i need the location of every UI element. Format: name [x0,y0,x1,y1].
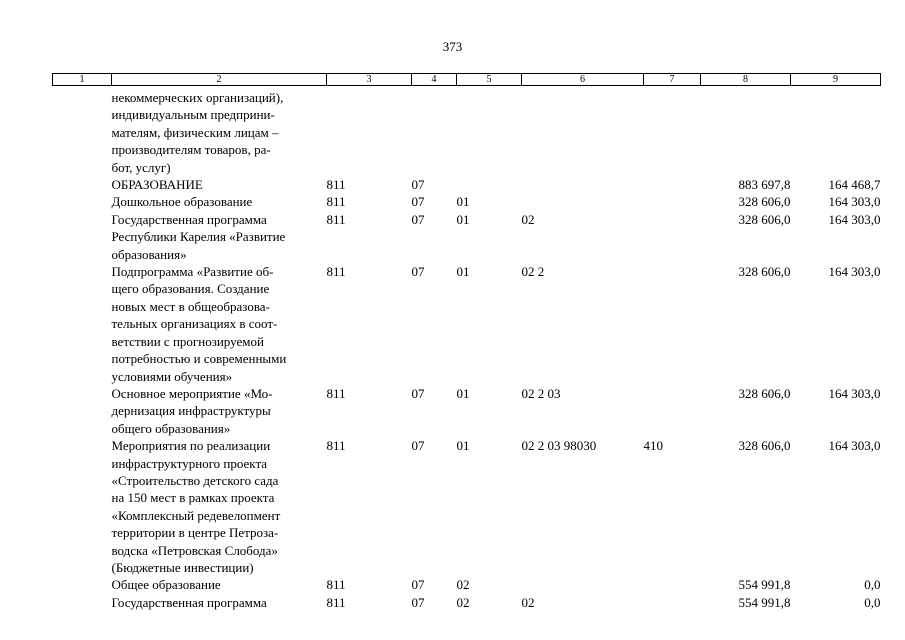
item-name-line: дернизация инфраструктуры [111,403,271,419]
item-name-line: бот, услуг) [111,159,171,175]
item-name-line: Основное мероприятие «Мо- [111,385,273,401]
target-article-cell [522,86,644,177]
section-code-cell: 07 [411,438,425,454]
column-header: 7 [644,74,701,86]
item-name-cell [112,211,327,263]
section-code-cell: 07 [411,194,425,210]
amount-cell: 164 303,0 [828,438,881,454]
item-name-line: Государственная программа [111,594,267,610]
amount-cell: 328 606,0 [738,438,791,454]
table-row [53,86,881,177]
row-number-cell [53,86,112,177]
expense-type-cell: 410 [643,438,663,454]
item-name-line: территории в центре Петроза- [111,525,279,541]
target-article-cell: 02 2 03 98030 [521,438,597,454]
item-name-line: общего образования» [111,420,231,436]
expense-type-cell [644,263,701,385]
row-number-cell [53,385,112,437]
target-article-cell: 02 [521,594,535,610]
target-article-cell [522,576,644,593]
item-name-cell [112,576,327,593]
table-row [53,176,881,193]
item-name-line: производителям товаров, ра- [111,142,271,158]
amount-cell: 328 606,0 [738,211,791,227]
item-name-line: Общее образование [111,577,221,593]
agency-code-cell: 811 [326,438,346,454]
subsection-code-cell: 01 [456,385,470,401]
item-name-line: тельных организациях в соот- [111,316,278,332]
item-name-cell [112,263,327,385]
row-number-cell [53,594,112,611]
section-code-cell: 07 [411,264,425,280]
item-name-cell [112,437,327,576]
amount-cell: 328 606,0 [738,194,791,210]
item-name-line: водска «Петровская Слобода» [111,542,278,558]
subsection-code-cell: 01 [456,438,470,454]
amount-cell: 164 303,0 [828,385,881,401]
item-name-line: ОБРАЗОВАНИЕ [111,177,203,193]
column-header: 1 [53,74,112,86]
amount-cell: 164 303,0 [828,211,881,227]
amount-cell: 164 468,7 [828,177,881,193]
row-number-cell [53,263,112,385]
section-code-cell: 07 [411,594,425,610]
subsection-code-cell [457,176,522,193]
target-article-cell: 02 2 03 [521,385,561,401]
item-name-line: Мероприятия по реализации [111,438,271,454]
agency-code-cell: 811 [326,264,346,280]
table-body [53,86,881,612]
item-name-line: (Бюджетные инвестиции) [111,559,254,575]
amount-cell: 0,0 [864,577,881,593]
subsection-code-cell: 01 [456,211,470,227]
table-row [53,263,881,385]
column-header: 9 [791,74,881,86]
item-name-cell [112,176,327,193]
item-name-line: ветствии с прогнозируемой [111,333,264,349]
agency-code-cell: 811 [326,594,346,610]
table-row [53,576,881,593]
item-name-line: новых мест в общеобразова- [111,298,270,314]
section-code-cell: 07 [411,211,425,227]
column-header: 2 [112,74,327,86]
agency-code-cell: 811 [326,194,346,210]
item-name-line: образования» [111,246,187,262]
table-row [53,193,881,210]
item-name-line: щего образования. Создание [111,281,270,297]
amount-cell: 554 991,8 [738,577,791,593]
subsection-code-cell: 01 [456,194,470,210]
column-header: 4 [412,74,457,86]
column-header: 8 [701,74,791,86]
target-article-cell [522,176,644,193]
amount-cell: 164 303,0 [828,194,881,210]
amount-cell: 554 991,8 [738,594,791,610]
table-row [53,385,881,437]
target-article-cell: 02 2 [521,264,545,280]
target-article-cell [522,193,644,210]
column-header: 6 [522,74,644,86]
expense-type-cell [644,385,701,437]
agency-code-cell: 811 [326,211,346,227]
item-name-cell [112,86,327,177]
expense-type-cell [644,211,701,263]
item-name-cell [112,594,327,611]
item-name-line: Подпрограмма «Развитие об- [111,264,274,280]
table-row [53,594,881,611]
amount-cell: 0,0 [864,594,881,610]
item-name-line: Республики Карелия «Развитие [111,229,286,245]
budget-table [52,73,881,611]
subsection-code-cell [457,86,522,177]
expense-type-cell [644,576,701,593]
subsection-code-cell: 01 [456,264,470,280]
item-name-line: на 150 мест в рамках проекта [111,490,275,506]
column-number-header-row [53,74,881,86]
item-name-line: Государственная программа [111,211,267,227]
target-article-cell: 02 [521,211,535,227]
item-name-line: условиями обучения» [111,368,233,384]
item-name-line: «Строительство детского сада [111,472,279,488]
amount-cell [791,86,881,177]
subsection-code-cell: 02 [456,577,470,593]
column-header: 5 [457,74,522,86]
table-row [53,211,881,263]
item-name-line: мателям, физическим лицам – [111,124,279,140]
expense-type-cell [644,594,701,611]
item-name-line: потребностью и современными [111,351,287,367]
subsection-code-cell: 02 [456,594,470,610]
section-code-cell [412,86,457,177]
expense-type-cell [644,193,701,210]
section-code-cell: 07 [411,385,425,401]
amount-cell: 328 606,0 [738,385,791,401]
table-row [53,437,881,576]
agency-code-cell: 811 [326,577,346,593]
expense-type-cell [644,86,701,177]
item-name-line: «Комплексный редевелопмент [111,507,281,523]
page-number: 373 [442,39,463,54]
column-header: 3 [327,74,412,86]
item-name-line: индивидуальным предприни- [111,107,275,123]
item-name-line: инфраструктурного проекта [111,455,268,471]
agency-code-cell: 811 [326,385,346,401]
row-number-cell [53,437,112,576]
agency-code-cell [327,86,412,177]
row-number-cell [53,211,112,263]
item-name-cell [112,385,327,437]
section-code-cell: 07 [411,577,425,593]
item-name-line: некоммерческих организаций), [111,90,284,105]
amount-cell: 883 697,8 [738,177,791,193]
row-number-cell [53,193,112,210]
agency-code-cell: 811 [326,177,346,193]
row-number-cell [53,576,112,593]
amount-cell [701,86,791,177]
item-name-line: Дошкольное образование [111,194,253,210]
amount-cell: 164 303,0 [828,264,881,280]
expense-type-cell [644,176,701,193]
section-code-cell: 07 [411,177,425,193]
amount-cell: 328 606,0 [738,264,791,280]
row-number-cell [53,176,112,193]
item-name-cell [112,193,327,210]
